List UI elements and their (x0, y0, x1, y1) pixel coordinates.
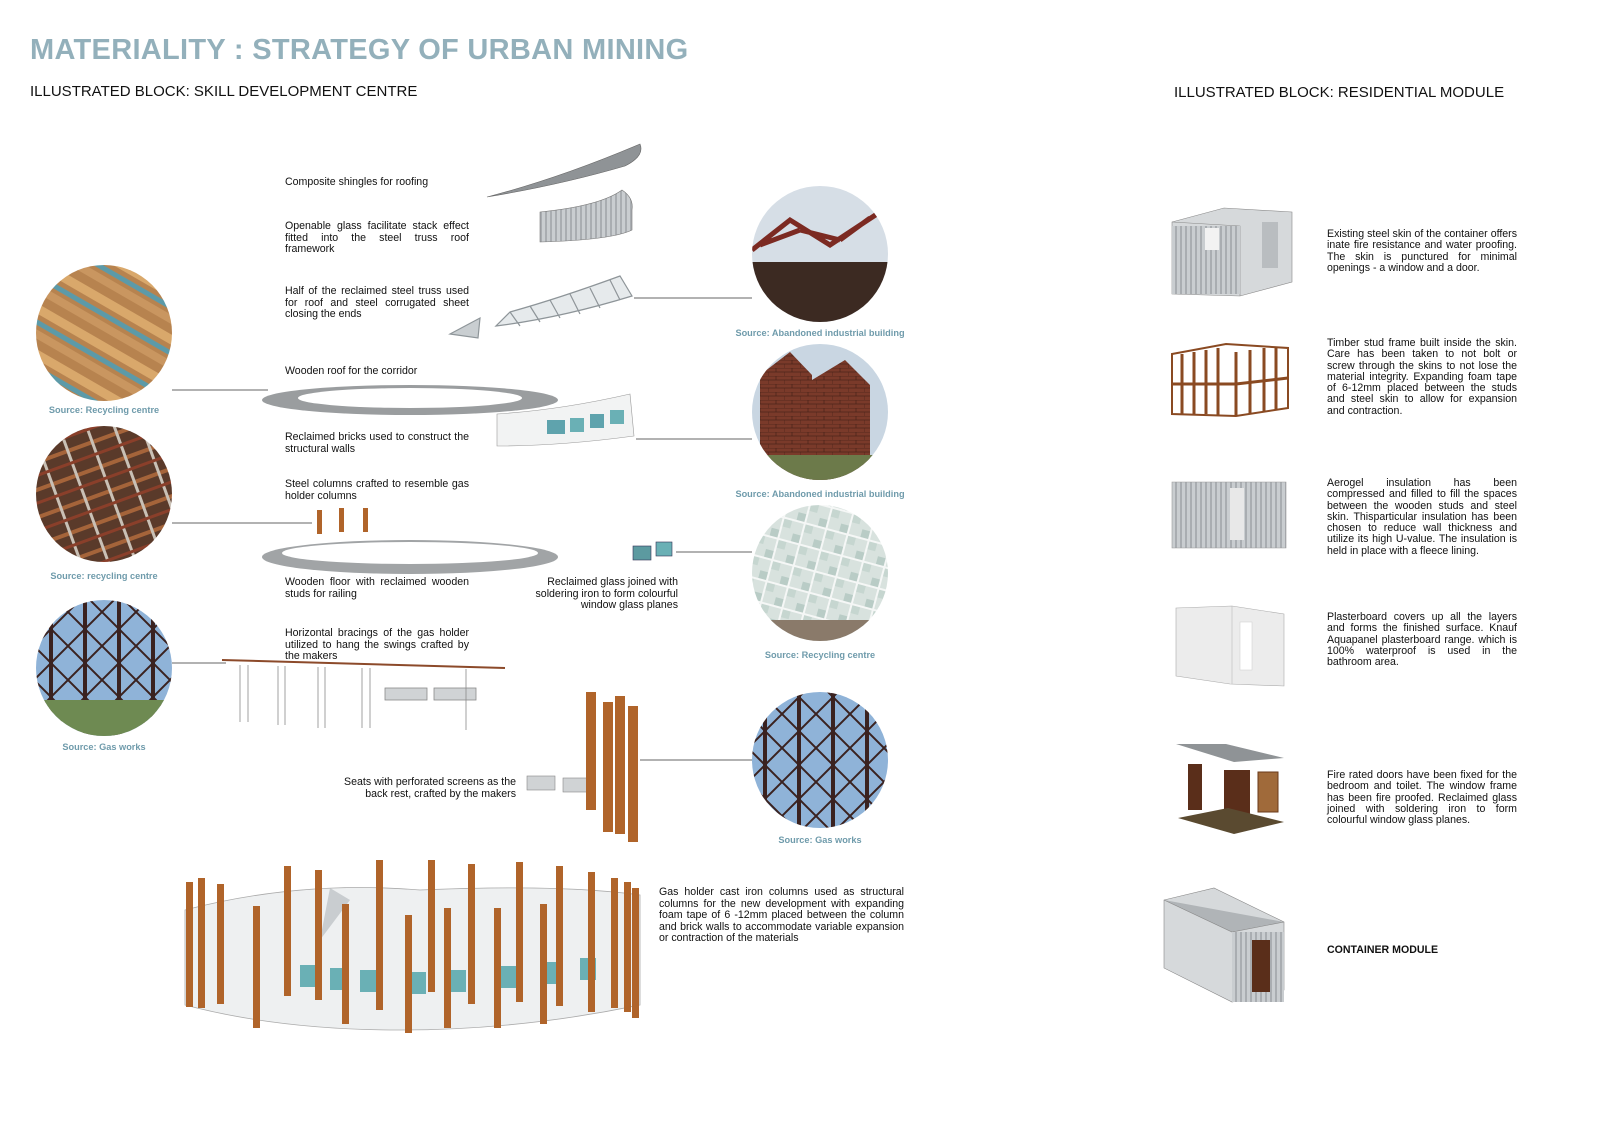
label-seats: Seats with perforated screens as the back rest, crafted by the makers (344, 776, 516, 800)
glass-roof-axo (540, 190, 632, 242)
fire-doors-axo (1176, 744, 1284, 834)
container-module-label: CONTAINER MODULE (1327, 944, 1439, 956)
gas-holder-assembly-axo (185, 860, 640, 1033)
source-caption-left-1: Source: Recycling centre (48, 405, 160, 415)
label-wooden-roof: Wooden roof for the corridor (285, 365, 418, 377)
residential-text-timber-frame: Timber stud frame built inside the skin. Care has been taken to not bolt or screw through the skins to not lose the material integrity. Expanding foam tape of 6-12mm placed between the studs and steel skin to allow for expansion and contraction. (1327, 337, 1517, 417)
source-caption-right-3: Source: Recycling centre (764, 650, 876, 660)
scrap-metal-photo (30, 420, 180, 570)
left-section-heading: ILLUSTRATED BLOCK: SKILL DEVELOPMENT CENTRE (30, 83, 418, 100)
residential-text-steel-skin: Existing steel skin of the container offers inate fire resistance and water proofing. The skin is punctured for minimal openings - a window and a door. (1327, 228, 1517, 274)
source-caption-right-1: Source: Abandoned industrial building (735, 328, 905, 338)
cast-iron-columns-axo (586, 692, 638, 842)
label-truss: Half of the reclaimed steel truss used for roof and steel corrugated sheet closing the ends (285, 285, 469, 321)
page-title: MATERIALITY : STRATEGY OF URBAN MINING (30, 34, 689, 66)
residential-text-doors: Fire rated doors have been fixed for the bedroom and toilet. The window frame has been fire proofed. Reclaimed glass joined with soldering iron to form colourful window glass planes. (1327, 769, 1517, 827)
gas-works-photo-right (750, 690, 890, 830)
source-caption-left-3: Source: Gas works (62, 742, 146, 752)
glass-panes-axo (633, 542, 672, 560)
label-steel-columns: Steel columns crafted to resemble gas holder columns (285, 478, 469, 502)
container-module-axo (1164, 888, 1284, 1002)
source-caption-left-2: Source: recycling centre (50, 571, 158, 581)
brick-building-photo (750, 342, 890, 485)
steel-truss-axo (450, 276, 632, 338)
aerogel-insulation-axo (1172, 482, 1286, 548)
steel-skin-container-axo (1172, 208, 1292, 296)
swings-axo (222, 660, 505, 730)
corridor-roof-axo (262, 385, 558, 415)
seats-axo (527, 776, 589, 792)
source-caption-right-2: Source: Abandoned industrial building (735, 489, 905, 499)
label-bricks: Reclaimed bricks used to construct the structural walls (285, 431, 469, 455)
steel-columns-axo (317, 508, 368, 534)
residential-text-insulation: Aerogel insulation has been compressed and filled to fill the spaces between the wooden studs and steel skin. Thisparticular insulation has been chosen to reduce wall thickness and utilize its high U-value. The insulation is held in place with a fleece lining. (1327, 477, 1517, 557)
label-reclaimed-glass: Reclaimed glass joined with soldering iron to form colourful window glass planes (535, 576, 678, 612)
gas-works-photo-left (30, 595, 180, 745)
plasterboard-axo (1176, 606, 1284, 686)
right-section-heading: ILLUSTRATED BLOCK: RESIDENTIAL MODULE (1174, 84, 1505, 101)
reclaimed-glass-photo (750, 503, 890, 645)
label-bracings: Horizontal bracings of the gas holder utilized to hang the swings crafted by the makers (285, 627, 469, 663)
label-roofing: Composite shingles for roofing (285, 176, 429, 188)
label-glass: Openable glass facilitate stack effect fitted into the steel truss roof framework (285, 220, 469, 256)
source-caption-right-4: Source: Gas works (778, 835, 862, 845)
label-wooden-floor: Wooden floor with reclaimed wooden studs for railing (285, 576, 469, 600)
industrial-truss-photo (750, 184, 890, 324)
label-gas-holder: Gas holder cast iron columns used as structural columns for the new development with expanding foam tape of 6 -12mm placed between the column and brick walls to accommodate variable expansion or contraction of the materials (659, 886, 904, 945)
roof-shingles-axo (487, 144, 641, 197)
recycled-timber-photo (30, 260, 180, 410)
residential-text-plasterboard: Plasterboard covers up all the layers and forms the finished surface. Knauf Aquapanel plasterboard range. which is 100% waterproof is used in the bathroom area. (1327, 611, 1517, 669)
wooden-floor-axo (262, 540, 558, 574)
timber-stud-frame-axo (1172, 344, 1288, 416)
